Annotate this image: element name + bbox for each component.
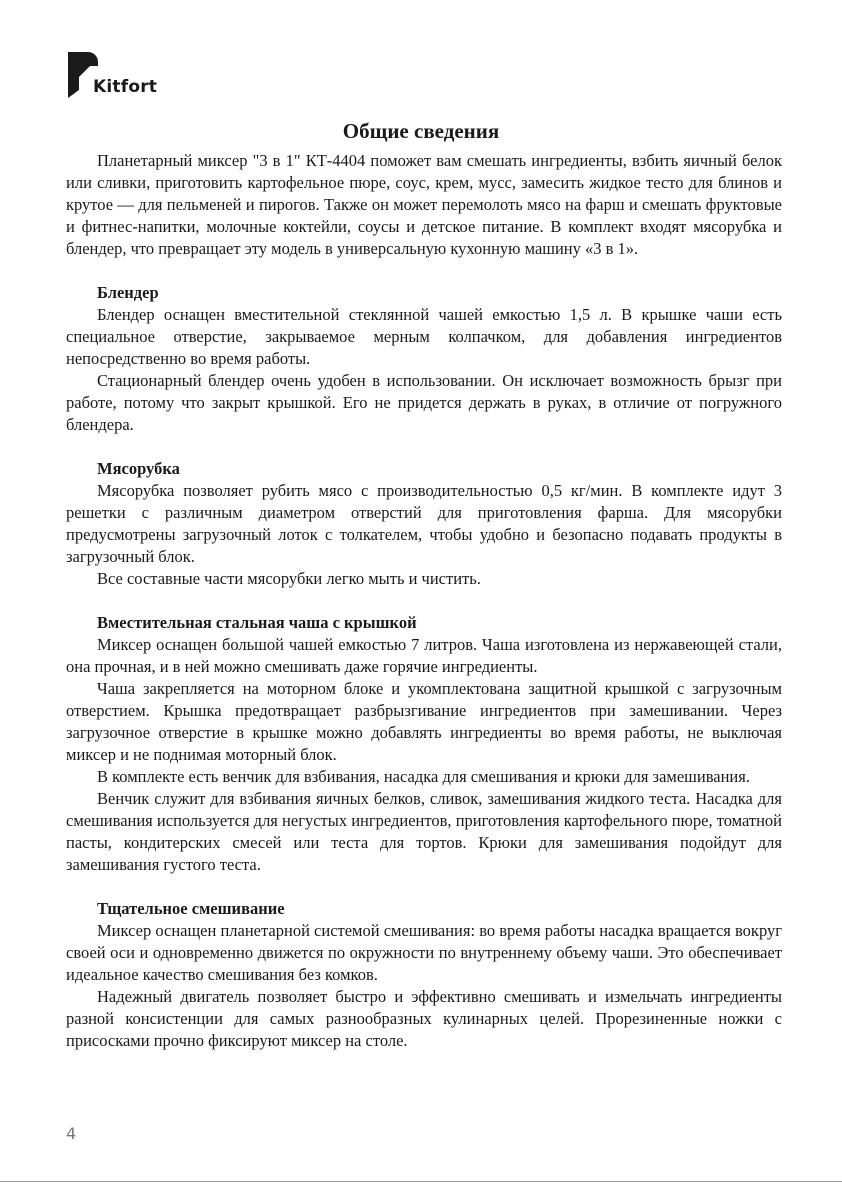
- section-heading: Блендер: [97, 283, 159, 302]
- brand-name: Kitfort: [93, 77, 158, 97]
- footer-divider: [0, 1181, 842, 1182]
- section-paragraph: Миксер оснащен планетарной системой смешивания: во время работы насадка вращается вокруг своей оси и одновременно движется по окружности по внутреннему объему чаши. Это обеспечивает идеальное качество смешивания без комков.: [66, 921, 782, 984]
- document-body: [66, 150, 782, 1052]
- intro-paragraph: Планетарный миксер "3 в 1" КТ-4404 поможет вам смешать ингредиенты, взбить яичный белок или сливки, приготовить картофельное пюре, соус, крем, мусс, замесить жидкое тесто для блинов и крутое — для пельменей и пирогов. Также он может перемолоть мясо на фарш и смешать фруктовые и фитнес-напитки, молочные коктейли, соусы и детское питание. В комплект входят мясорубка и блендер, что превращает эту модель в универсальную кухонную машину «3 в 1».: [66, 151, 782, 258]
- intro-section: [66, 150, 782, 260]
- section-paragraph: Мясорубка позволяет рубить мясо с производительностью 0,5 кг/мин. В комплекте идут 3 решетки с различным диаметром отверстий для приготовления фарша. Для мясорубки предусмотрены загрузочный лоток с толкателем, чтобы удобно и безопасно подавать продукты в загрузочный блок.: [66, 481, 782, 566]
- section-mixing: [66, 898, 782, 1052]
- section-paragraph: В комплекте есть венчик для взбивания, насадка для смешивания и крюки для замешивания.: [97, 767, 750, 786]
- section-paragraph: Чаша закрепляется на моторном блоке и укомплектована защитной крышкой с загрузочным отверстием. Крышка предотвращает разбрызгивание ингредиентов при замешивании. Через загрузочное отверстие в крышке можно добавлять ингредиенты во время работы, не выключая миксер и не поднимая моторный блок.: [66, 679, 782, 764]
- section-heading: Вместительная стальная чаша с крышкой: [97, 613, 417, 632]
- section-paragraph: Венчик служит для взбивания яичных белков, сливок, замешивания жидкого теста. Насадка для смешивания используется для негустых ингредиентов, приготовления картофельного пюре, томатной пасты, кондитерских смесей или теста для тортов. Крюки для замешивания подойдут для замешивания густого теста.: [66, 789, 782, 874]
- section-steel-bowl: [66, 612, 782, 876]
- section-paragraph: Миксер оснащен большой чашей емкостью 7 литров. Чаша изготовлена из нержавеющей стали, она прочная, и в ней можно смешивать даже горячие ингредиенты.: [66, 635, 782, 676]
- section-heading: Мясорубка: [97, 459, 180, 478]
- section-paragraph: Блендер оснащен вместительной стеклянной чашей емкостью 1,5 л. В крышке чаши есть специальное отверстие, закрываемое мерным колпачком, для добавления ингредиентов непосредственно во время работы.: [66, 305, 782, 368]
- section-paragraph: Все составные части мясорубки легко мыть и чистить.: [97, 569, 481, 588]
- page-number: 4: [66, 1124, 77, 1143]
- section-heading: Тщательное смешивание: [97, 899, 285, 918]
- section-paragraph: Стационарный блендер очень удобен в использовании. Он исключает возможность брызг при работе, потому что закрыт крышкой. Его не придется держать в руках, в отличие от погружного блендера.: [66, 371, 782, 434]
- section-blender: [66, 282, 782, 436]
- page-title: Общие сведения: [342, 119, 500, 144]
- brand-logo: [68, 52, 178, 98]
- section-meat-grinder: [66, 458, 782, 590]
- section-paragraph: Надежный двигатель позволяет быстро и эффективно смешивать и измельчать ингредиенты разной консистенции для самых разнообразных кулинарных целей. Прорезиненные ножки с присосками прочно фиксируют миксер на столе.: [66, 987, 782, 1050]
